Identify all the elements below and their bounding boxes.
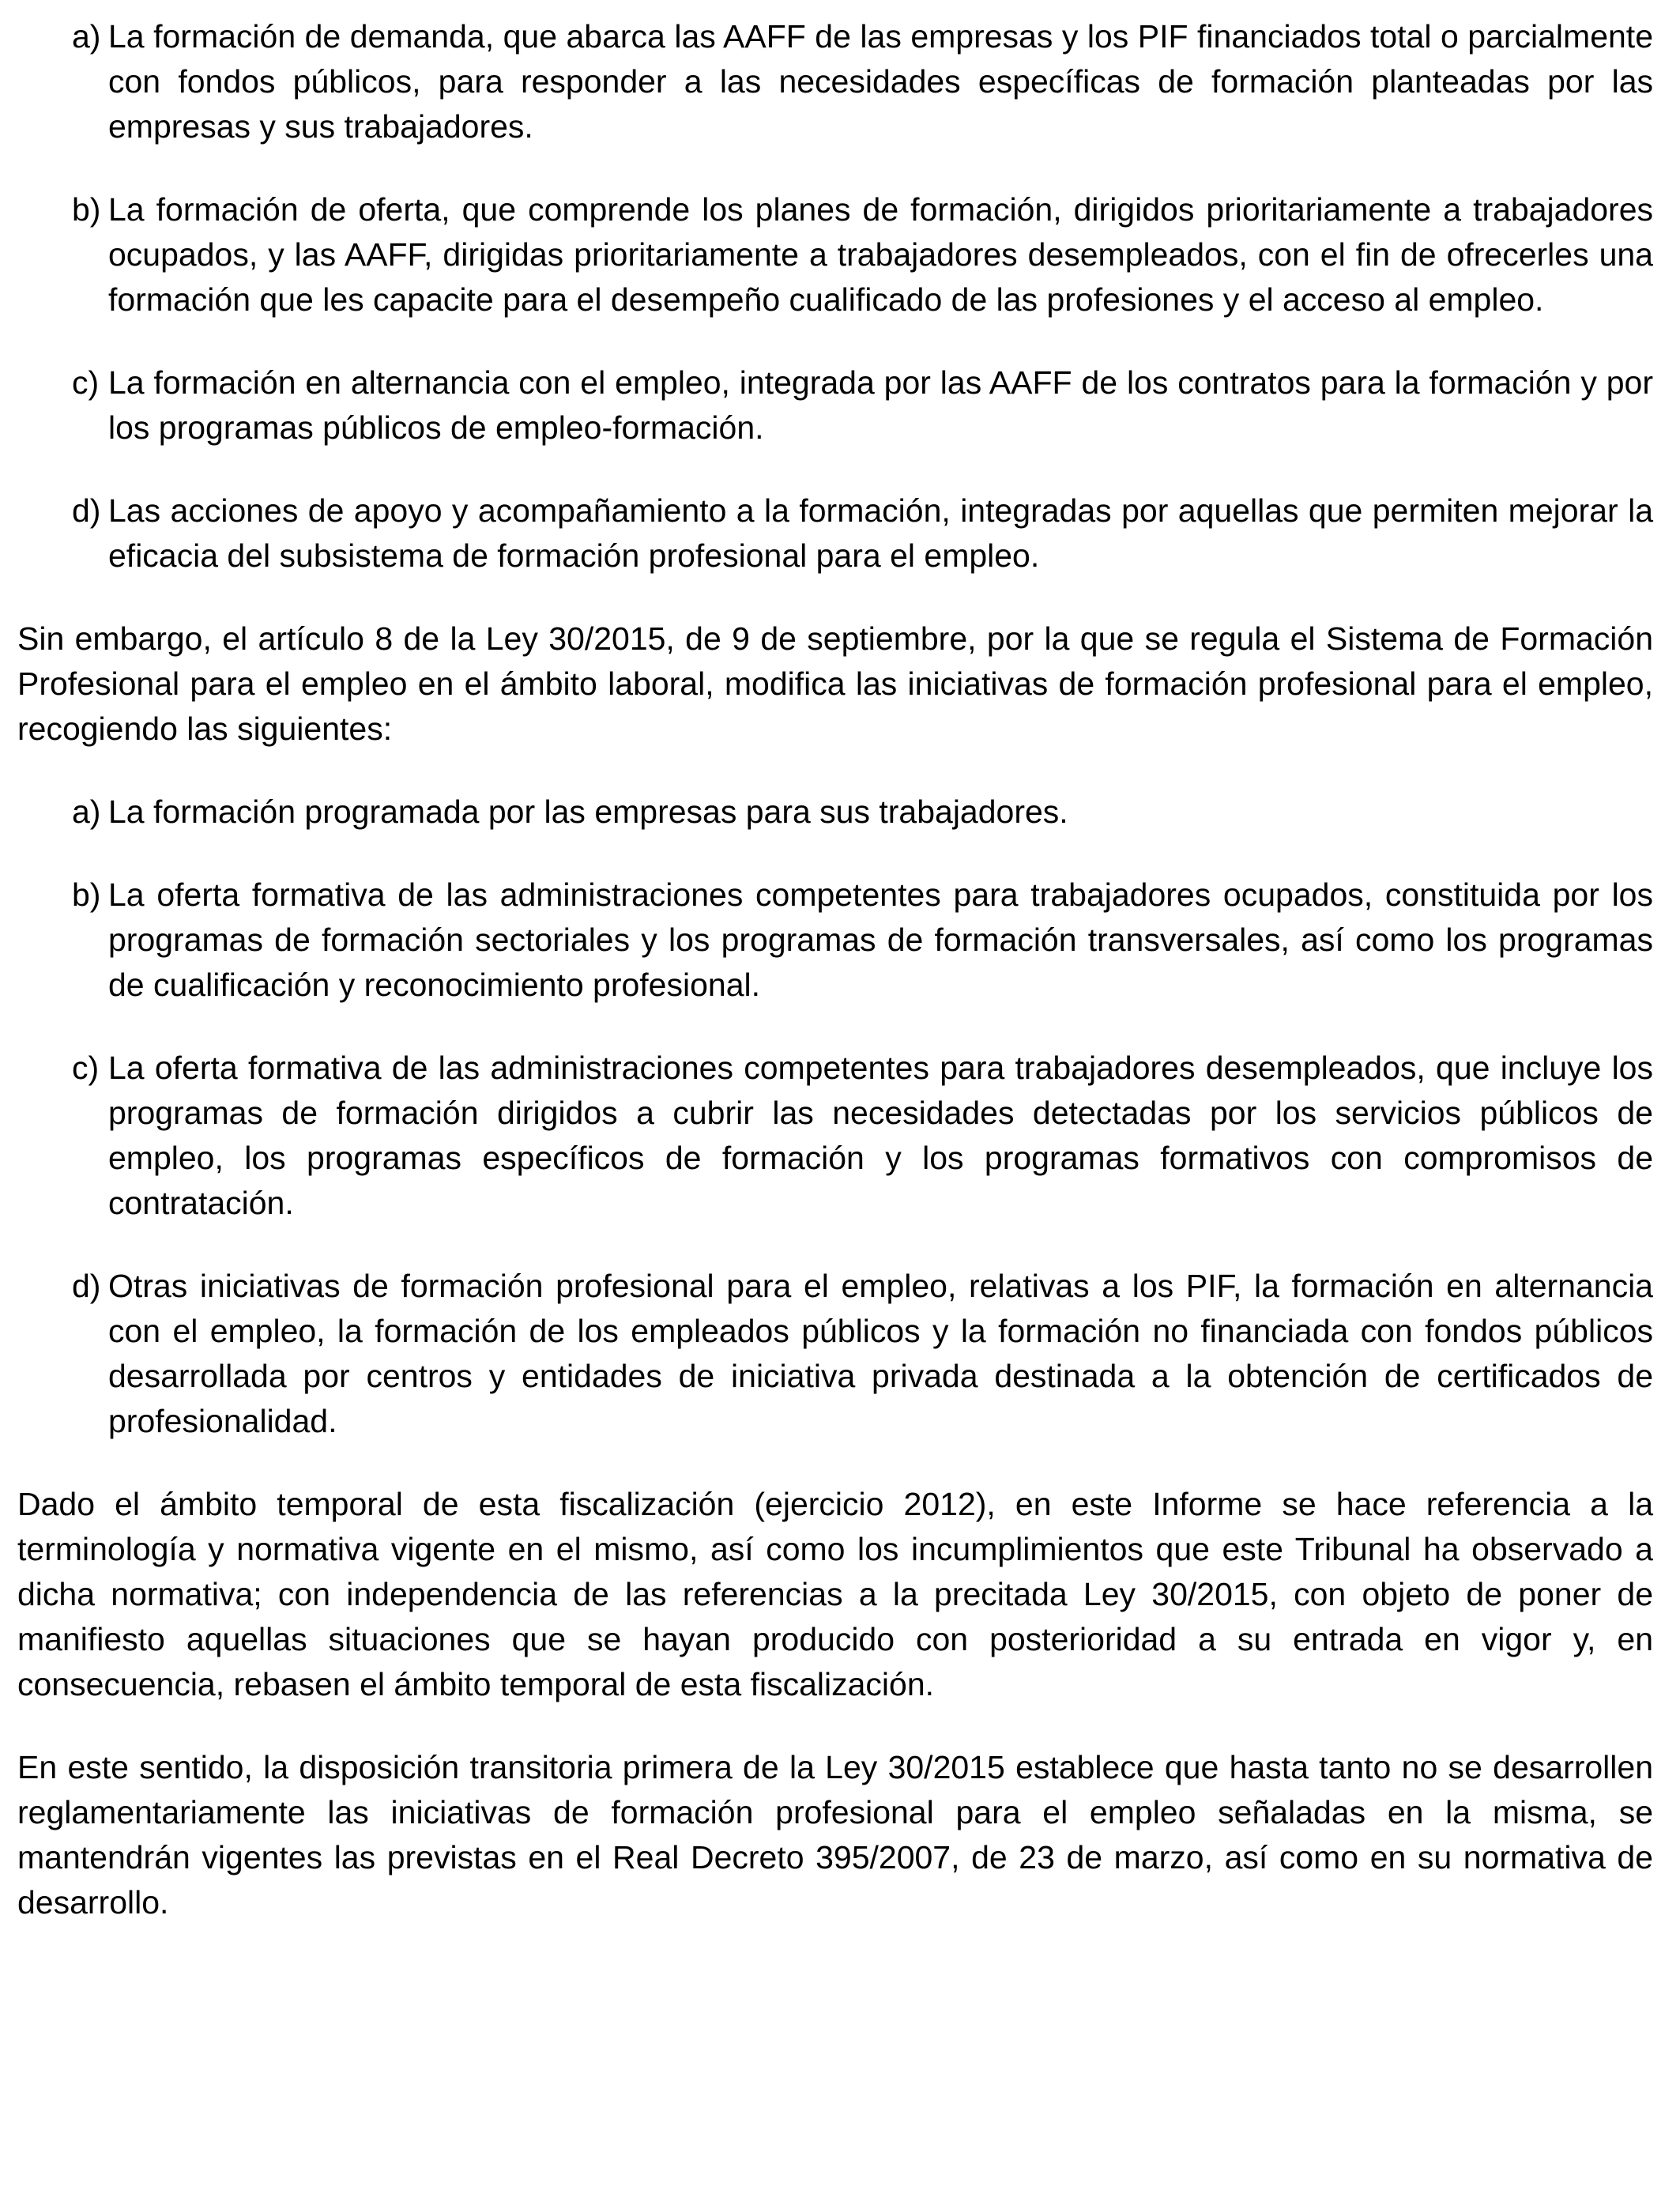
list-item bbox=[17, 1264, 1653, 1444]
list-item bbox=[17, 790, 1653, 835]
list-marker: a) bbox=[72, 18, 101, 55]
paragraph-ambito-temporal: Dado el ámbito temporal de esta fiscalización (ejercicio 2012), en este Informe se hace referencia a la terminología y normativa vigente en el mismo, así como los incumplimientos que este Tribunal ha observado a dicha normativa; con independencia de las referencias a la precitada Ley 30/2015, con objeto de poner de manifiesto aquellas situaciones que se hayan producido con posterioridad a su entrada en vigor y, en consecuencia, rebasen el ámbito temporal de esta fiscalización. bbox=[17, 1486, 1653, 1702]
paragraph-disposicion-transitoria: En este sentido, la disposición transitoria primera de la Ley 30/2015 establece que hasta tanto no se desarrollen reglamentariamente las iniciativas de formación profesional para el empleo señaladas en la misma, se mantendrán vigentes las previstas en el Real Decreto 395/2007, de 23 de marzo, así como en su normativa de desarrollo. bbox=[17, 1749, 1653, 1921]
initiatives-list-old bbox=[17, 14, 1653, 579]
list-marker: b) bbox=[72, 876, 101, 913]
list-item bbox=[17, 873, 1653, 1008]
list-marker: c) bbox=[72, 1050, 100, 1086]
list-item bbox=[17, 360, 1653, 450]
list-item-text: Otras iniciativas de formación profesional para el empleo, relativas a los PIF, la formación en alternancia con el empleo, la formación de los empleados públicos y la formación no financiada con fondos públicos desarrollada por centros y entidades de iniciativa privada destinada a la obtención de certificados de profesionalidad. bbox=[108, 1268, 1653, 1439]
list-item-text: La formación de demanda, que abarca las AAFF de las empresas y los PIF financiados total o parcialmente con fondos públicos, para responder a las necesidades específicas de formación planteadas por las empresas y sus trabajadores. bbox=[108, 18, 1653, 145]
list-item-text: La oferta formativa de las administraciones competentes para trabajadores ocupados, constituida por los programas de formación sectoriales y los programas de formación transversales, así como los programas de cualificación y reconocimiento profesional. bbox=[108, 876, 1653, 1003]
list-item bbox=[17, 1046, 1653, 1226]
list-item-text: La formación programada por las empresas para sus trabajadores. bbox=[108, 794, 1068, 830]
list-item bbox=[17, 14, 1653, 149]
list-item-text: La formación de oferta, que comprende los planes de formación, dirigidos prioritariamente a trabajadores ocupados, y las AAFF, dirigidas prioritariamente a trabajadores desempleados, con el fin de ofrecerles una formación que les capacite para el desempeño cualificado de las profesiones y el acceso al empleo. bbox=[108, 191, 1653, 318]
paragraph-ley-30-2015: Sin embargo, el artículo 8 de la Ley 30/2015, de 9 de septiembre, por la que se regula el Sistema de Formación Profesional para el empleo en el ámbito laboral, modifica las iniciativas de formación profesional para el empleo, recogiendo las siguientes: bbox=[17, 620, 1653, 747]
list-marker: d) bbox=[72, 492, 101, 529]
list-marker: a) bbox=[72, 794, 101, 830]
list-marker: d) bbox=[72, 1268, 101, 1304]
list-item bbox=[17, 187, 1653, 322]
initiatives-list-new bbox=[17, 790, 1653, 1444]
list-item-text: La formación en alternancia con el empleo, integrada por las AAFF de los contratos para la formación y por los programas públicos de empleo-formación. bbox=[108, 364, 1653, 446]
list-marker: c) bbox=[72, 364, 100, 401]
document-page bbox=[17, 14, 1653, 1963]
list-item-text: La oferta formativa de las administraciones competentes para trabajadores desempleados, que incluye los programas de formación dirigidos a cubrir las necesidades detectadas por los servicios públicos de empleo, los programas específicos de formación y los programas formativos con compromisos de contratación. bbox=[108, 1050, 1653, 1221]
list-item-text: Las acciones de apoyo y acompañamiento a la formación, integradas por aquellas que permiten mejorar la eficacia del subsistema de formación profesional para el empleo. bbox=[108, 492, 1653, 574]
list-marker: b) bbox=[72, 191, 101, 228]
list-item bbox=[17, 488, 1653, 579]
